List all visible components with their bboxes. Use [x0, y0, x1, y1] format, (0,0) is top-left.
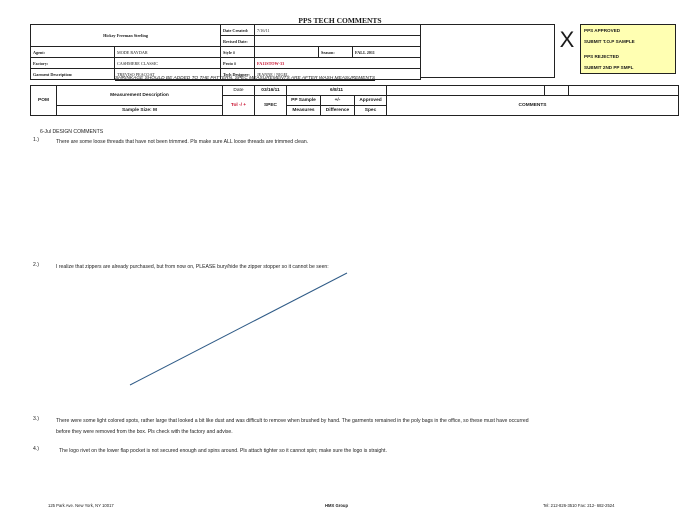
shrinkage-notice: SHRINKAGE SHOULD BE ADDED TO THE PATTERN. SPEC MEASUREMENTS ARE AFTER WASH MEASUREMENTS: [115, 76, 376, 81]
pom-header: POM: [31, 86, 57, 116]
measurement-description-header: Measurement Description: [57, 86, 223, 106]
footer-phone: Tel: 212-826-3510 Fax: 212- 682-2524: [543, 503, 615, 508]
date-created-label: Date Created:: [221, 25, 255, 36]
footer-address: 125 Park Ave. New York, NY 10017: [48, 503, 114, 508]
garment-description-value: TREVISO PEACOAT: [115, 69, 221, 80]
revised-date-label: Revised Date:: [221, 36, 255, 47]
comment-4-number: 4.): [33, 446, 39, 452]
factory-label: Factory:: [31, 58, 115, 69]
approved-spec-sub-header: Spec: [355, 106, 387, 116]
style-label: Style #: [221, 47, 255, 58]
garment-description-label: Garment Description:: [31, 69, 115, 80]
tolerance-header: Tol -/ +: [223, 96, 255, 116]
pointer-line: [130, 273, 347, 385]
comment-3-text: There were some light colored spots, rather large that looked a bit like dust and was difficult to remove when brushed by hand. The garments remained in the poly bags in the office, so these must have occurred: [56, 418, 529, 424]
proto-label: Proto #: [221, 58, 255, 69]
date-2-value: 6/8/11: [287, 86, 387, 96]
footer-company: HMX Group: [325, 503, 349, 508]
pps-rejected-label: PPS REJECTED: [584, 54, 619, 59]
season-value: FALL 2011: [353, 47, 421, 58]
pp-sample-measures-header: Measures: [287, 106, 321, 116]
design-comments-heading: 6-Jul DESIGN COMMENTS: [40, 129, 104, 135]
comment-3-number: 3.): [33, 416, 39, 422]
date-label: Date: [223, 86, 255, 96]
agent-label: Agent:: [31, 47, 115, 58]
submit-2nd-pp-label: SUBMIT 2ND PP SMPL: [584, 65, 634, 70]
agent-value: MODE RAYDAR: [115, 47, 221, 58]
difference-sub-header: Difference: [321, 106, 355, 116]
sample-size-header: Sample Size: M: [57, 106, 223, 116]
proto-value: FA11STOW-33: [255, 58, 421, 69]
comment-2-number: 2.): [33, 262, 39, 268]
tech-designer-value: JEANNE / NIGEL: [255, 69, 421, 80]
tech-designer-label: Tech Designer:: [221, 69, 255, 80]
comment-1-number: 1.): [33, 137, 39, 143]
comments-header: COMMENTS: [387, 96, 679, 116]
factory-value: CASHMERE CLASSIC: [115, 58, 221, 69]
submit-top-sample-label: SUBMIT T.O.P SAMPLE: [584, 39, 635, 44]
pps-approved-label: PPS APPROVED: [584, 28, 621, 33]
comment-4-text: The logo rivet on the lower flap pocket is not secured enough and spins around. Pls attach tighter so it cannot spin; make sure the logo is straight.: [59, 448, 387, 454]
approved-spec-header: Approved: [355, 96, 387, 106]
brand-name: Hickey Freeman Sterling: [31, 25, 221, 47]
date-created-value: 7/16/11: [255, 25, 421, 36]
season-label: Season:: [319, 47, 353, 58]
pp-sample-header: PP Sample: [287, 96, 321, 106]
date-1-value: 03/16/11: [255, 86, 287, 96]
spec-header: SPEC: [255, 96, 287, 116]
comment-2-text: I realize that zippers are already purchased, but from now on, PLEASE bury/hide the zipper stopper so it cannot be seen:: [56, 264, 329, 270]
status-check-mark: X: [559, 27, 575, 52]
sheet-title: PPS TECH COMMENTS: [298, 16, 382, 25]
comment-3-text-continued: before they were removed from the box. Pls check with the factory and advise.: [56, 429, 233, 435]
difference-header: +/-: [321, 96, 355, 106]
comment-1-text: There are some loose threads that have not been trimmed. Pls make sure ALL loose threads are trimmed clean.: [56, 139, 309, 145]
